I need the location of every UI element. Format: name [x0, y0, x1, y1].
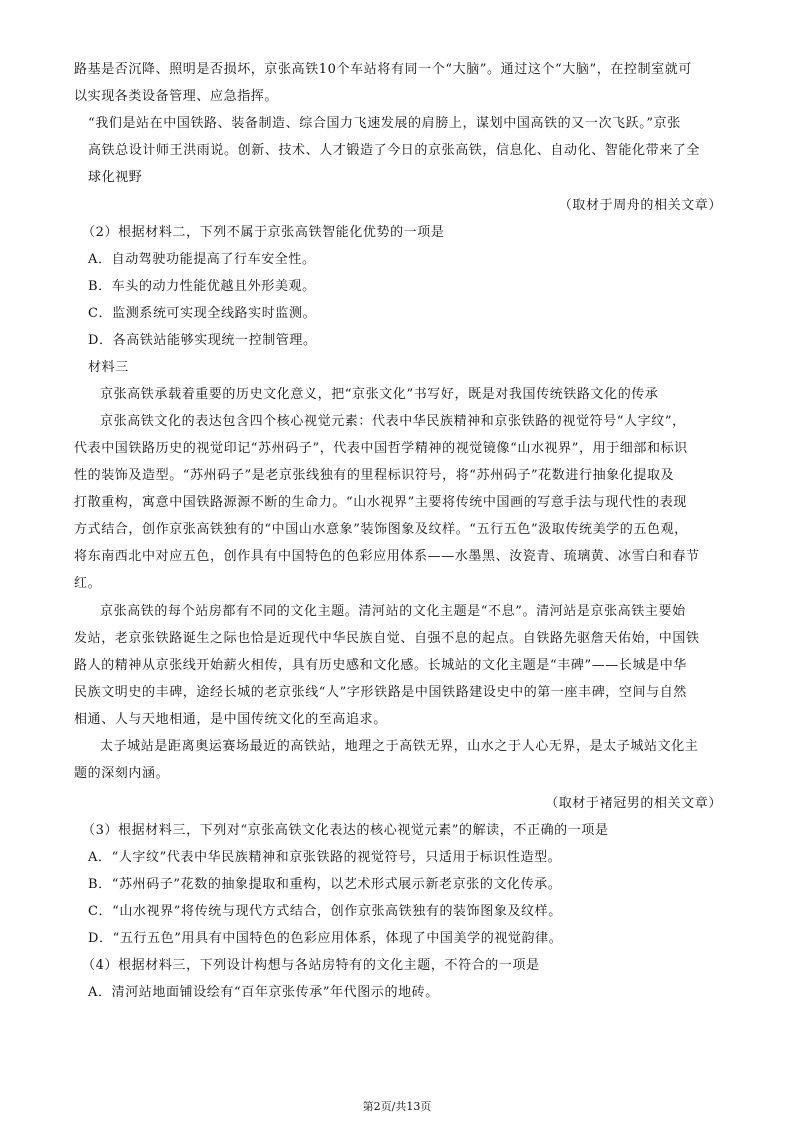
question-2-option-d: D．各高铁站能够实现统一控制管理。 — [88, 333, 317, 348]
quote-line: 高铁总设计师王洪雨说。创新、技术、人才锻造了今日的京张高铁，信息化、自动化、智能化带来了全 — [88, 143, 701, 158]
question-2-stem: （2）根据材料二，下列不属于京张高铁智能化优势的一项是 — [82, 225, 445, 240]
question-3-option-d: D．“五行五色”用具有中国特色的色彩应用体系，体现了中国美学的视觉韵律。 — [88, 931, 563, 946]
paragraph-line: 性的装饰及造型。“苏州码子”是老京张线独有的里程标识符号，将“苏州码子”花数进行抽象化提取及 — [74, 468, 675, 483]
question-2-option-b: B．车头的动力性能优越且外形美观。 — [88, 279, 316, 294]
paragraph-line: 民族文明史的丰碑，途经长城的老京张线“人”字形铁路是中国铁路建设史中的第一座丰碑，空间与自然 — [74, 685, 687, 700]
question-3-option-a: A．“人字纹”代表中华民族精神和京张铁路的视觉符号，只适用于标识性造型。 — [88, 850, 562, 865]
quote-line: “我们是站在中国铁路、装备制造、综合国力飞速发展的肩膀上，谋划中国高铁的又一次飞跃。”京张 — [88, 116, 681, 131]
text-line: 以实现各类设备管理、应急指挥。 — [74, 89, 279, 104]
paragraph-line: 京张高铁文化的表达包含四个核心视觉元素：代表中华民族精神和京张铁路的视觉符号“人字纹”， — [100, 414, 686, 429]
paragraph-line: 京张高铁的每个站房都有不同的文化主题。清河站的文化主题是“不息”。清河站是京张高铁主要始 — [100, 604, 686, 619]
source-citation: （取材于周舟的相关文章） — [558, 198, 722, 213]
paragraph-line: 太子城站是距离奥运赛场最近的高铁站，地理之于高铁无界，山水之于人心无界，是太子城站文化主 — [100, 739, 699, 754]
paragraph-line: 方式结合，创作京张高铁独有的“中国山水意象”装饰图象及纹样。“五行五色”汲取传统美学的五色观， — [74, 522, 688, 537]
paragraph-line: 打散重构，寓意中国铁路源源不断的生命力。“山水视界”主要将传统中国画的写意手法与现代性的表现 — [74, 495, 687, 510]
question-3-option-b: B．“苏州码子”花数的抽象提取和重构，以艺术形式展示新老京张的文化传承。 — [88, 877, 562, 892]
paragraph-line: 题的深刻内涵。 — [74, 766, 170, 781]
material-3-heading: 材料三 — [88, 360, 129, 375]
question-2-option-c: C．监测系统可实现全线路实时监测。 — [88, 306, 317, 321]
source-citation: （取材于褚冠男的相关文章） — [545, 796, 722, 811]
paragraph-line: 将东南西北中对应五色，创作具有中国特色的色彩应用体系——水墨黑、汝瓷青、琉璃黄、冰雪白和春节 — [74, 549, 700, 564]
paragraph-line: 发站，老京张铁路诞生之际也恰是近现代中华民族自觉、自强不息的起点。自铁路先驱詹天佑始，中国铁 — [74, 631, 700, 646]
paragraph-line: 代表中国铁路历史的视觉印记“苏州码子”，代表中国哲学精神的视觉镜像“山水视界”，用于细部和标识 — [74, 441, 688, 456]
paragraph-line: 相通、人与天地相通，是中国传统文化的至高追求。 — [74, 712, 387, 727]
question-2-option-a: A．自动驾驶功能提高了行车安全性。 — [88, 252, 316, 267]
paragraph-line: 京张高铁承载着重要的历史文化意义，把“京张文化”书写好，既是对我国传统铁路文化的传承 — [100, 387, 659, 402]
paragraph-line: 路人的精神从京张线开始薪火相传，具有历史感和文化感。长城站的文化主题是“丰碑”——长城是中华 — [74, 658, 687, 673]
paragraph-line: 红。 — [74, 576, 102, 591]
question-3-option-c: C．“山水视界”将传统与现代方式结合，创作京张高铁独有的装饰图象及纹样。 — [88, 904, 562, 919]
quote-line: 球化视野 — [88, 170, 143, 185]
question-4-option-a: A．清河站地面铺设绘有“百年京张传承”年代图示的地砖。 — [88, 985, 439, 1000]
question-4-stem: （4）根据材料三，下列设计构想与各站房特有的文化主题，不符合的一项是 — [82, 958, 540, 973]
page-number: 第2页/共13页 — [362, 1100, 432, 1113]
text-line: 路基是否沉降、照明是否损坏，京张高铁10个车站将有同一个“大脑”。通过这个“大脑”，在控制室就可 — [74, 62, 692, 77]
question-3-stem: （3）根据材料三，下列对“京张高铁文化表达的核心视觉元素”的解读，不正确的一项是 — [82, 823, 609, 838]
